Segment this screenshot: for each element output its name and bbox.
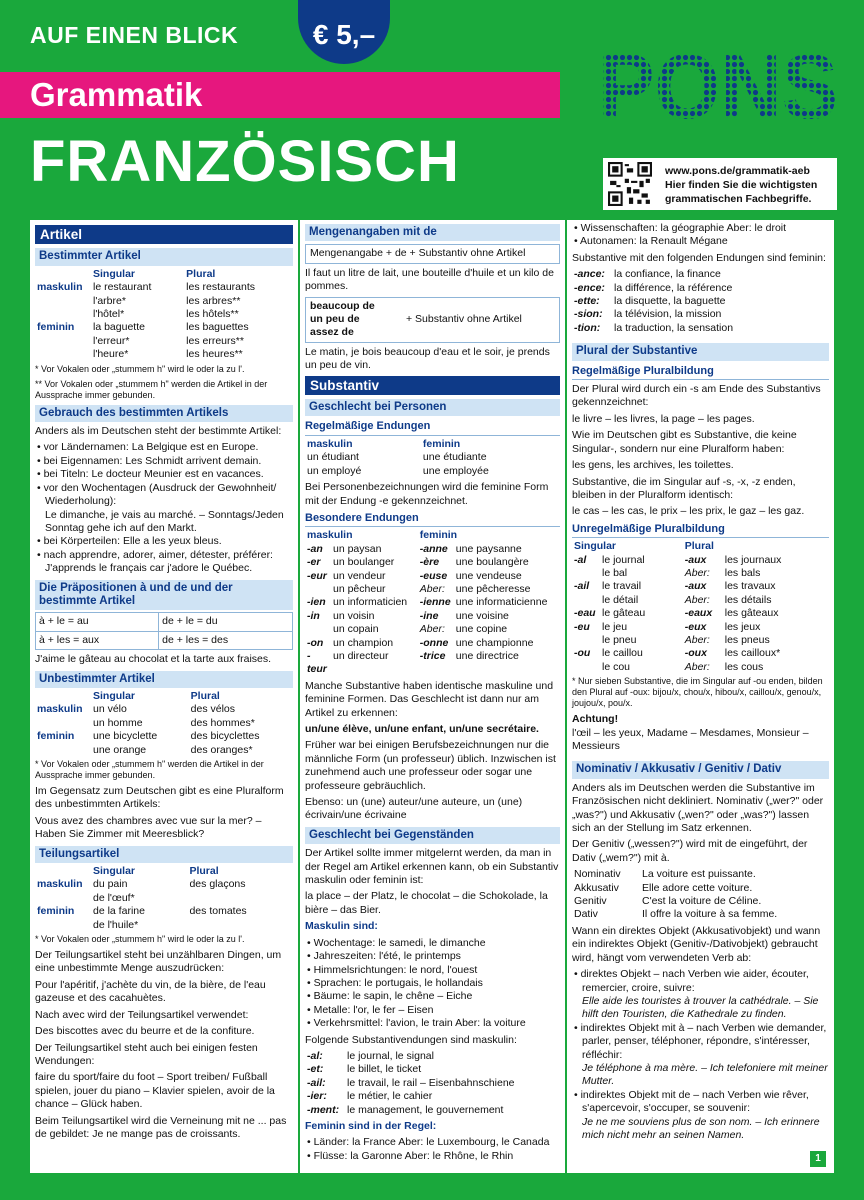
cell: -er xyxy=(307,556,321,569)
example: J'aime le gâteau au chocolat et la tarte aux fraises. xyxy=(35,653,272,666)
cell: des hommes* xyxy=(190,716,255,729)
cell: l'arbre* xyxy=(93,294,126,307)
warning-heading: Achtung! xyxy=(572,713,619,726)
cell: l'erreur* xyxy=(93,334,130,347)
cell: Nominativ xyxy=(574,868,621,881)
page-number: 1 xyxy=(810,1151,826,1167)
indefinite-article-table xyxy=(35,690,293,757)
cell: -aux xyxy=(684,553,707,566)
cell: -tion: xyxy=(574,321,601,334)
paragraph: Im Gegensatz zum Deutschen gibt es eine Pluralform des unbestimmten Artikels: xyxy=(35,785,284,811)
example: Elle aide les touristes à trouver la cathédrale. – Sie hilft den Touristen, die Kathedrale zu finden. xyxy=(582,994,819,1021)
paragraph: Früher war bei einigen Berufsbezeichnungen nur die männliche Form (un professeur) üblich. Inzwischen ist zunehmend auch une professeur oder sogar une professeure gebräuchlich. xyxy=(305,739,556,792)
col-plural: Plural xyxy=(189,865,219,878)
subsection-unbestimmter-artikel: Unbestimmter Artikel xyxy=(35,671,293,688)
paragraph: Substantive, die im Singular auf -s, -x, -z enden, bleiben in der Pluralform identisch: xyxy=(572,475,796,501)
cell: un vendeur xyxy=(333,569,386,582)
cell: les journaux xyxy=(724,553,782,566)
cell: une voisine xyxy=(455,609,509,622)
heading-unregelmaessige-pluralbildung: Unregelmäßige Pluralbildung xyxy=(572,522,829,538)
cell: des vélos xyxy=(190,703,236,716)
cell: la confiance, la finance xyxy=(614,268,721,281)
cell: -ou xyxy=(574,647,591,660)
cell: un pêcheur xyxy=(333,582,386,595)
cell: le restaurant xyxy=(93,281,152,294)
list-item: • vor den Wochentagen (Ausdruck der Gewohnheit/ Wiederholung): xyxy=(37,481,277,508)
paragraph: Bei Personenbezeichnungen wird die feminine Form mit der Endung -e gekennzeichnet. xyxy=(305,481,549,507)
cell: les cailloux* xyxy=(724,647,781,660)
col-maskulin: maskulin xyxy=(307,529,353,542)
cell xyxy=(35,717,91,730)
cell: le caillou xyxy=(602,647,643,660)
special-endings-table xyxy=(305,529,560,676)
col-singular: Singular xyxy=(574,540,617,553)
example: Il faut un litre de lait, une bouteille d'huile et un kilo de pommes. xyxy=(305,266,554,293)
cell: de la farine xyxy=(93,905,145,918)
cell: à + les = aux xyxy=(36,631,159,649)
cell: -ère xyxy=(419,556,440,569)
col-maskulin: maskulin xyxy=(307,437,353,450)
cell: une bicyclette xyxy=(93,730,158,743)
column-1 xyxy=(30,220,298,1173)
paragraph: Der Teilungsartikel steht bei unzählbaren Dingen, um eine unbestimmte Menge auszudrücken: xyxy=(35,949,282,975)
cell: un informaticien xyxy=(333,596,408,609)
cell: les erreurs** xyxy=(186,334,244,347)
footnote: * Vor Vokalen oder „stummem h" werden die Artikel in der Aussprache immer gebunden. xyxy=(35,759,264,780)
cell: un boulanger xyxy=(333,556,395,569)
list-item: • Wochentage: le samedi, le dimanche xyxy=(307,936,486,949)
cell: un vélo xyxy=(93,703,127,716)
footnote: * Vor Vokalen oder „stummem h" wird le oder la zu l'. xyxy=(35,934,245,945)
cell xyxy=(187,892,293,905)
cell: -ance: xyxy=(574,268,605,281)
list-item: • Metalle: l'or, le fer – Eisen xyxy=(307,1003,434,1016)
cell: un employé xyxy=(307,464,362,477)
example: faire du sport/faire du foot – Sport treiben/ Fußball spielen, jouer du piano – Klavier spielen, avoir de la chance – Glück haben. xyxy=(35,1071,275,1111)
price-badge: € 5,– xyxy=(298,0,390,64)
cell: -ier: xyxy=(307,1090,327,1103)
footnote: * Nur sieben Substantive, die im Singular auf -ou enden, bilden den Plural auf -oux: bijou/x, chou/x, hibou/x, caillou/x, genou/x, joujou/x, pou/x. xyxy=(572,676,823,709)
subject-label: Grammatik xyxy=(30,76,203,113)
cell: les travaux xyxy=(724,580,776,593)
cell: une vendeuse xyxy=(455,569,522,582)
column-3 xyxy=(567,220,834,1173)
cell xyxy=(572,567,600,580)
label-maskulin: maskulin xyxy=(37,281,83,294)
cell: Aber: xyxy=(684,566,710,579)
cell: des tomates xyxy=(189,905,247,918)
cell: le journal xyxy=(602,553,645,566)
cell: des glaçons xyxy=(189,878,246,891)
col-plural: Plural xyxy=(190,689,220,702)
cell: -on xyxy=(307,636,324,649)
feminine-endings-table xyxy=(572,268,829,335)
list-item: • vor Ländernamen: La Belgique est en Europe. xyxy=(37,441,259,454)
cell: la baguette xyxy=(93,321,145,334)
cell: une directrice xyxy=(455,649,519,662)
list-item: • Sprachen: le portugais, le hollandais xyxy=(307,976,483,989)
subsection-praepositionen: Die Präpositionen à und de und der bestimmte Artikel xyxy=(35,580,293,611)
web-link-box[interactable] xyxy=(603,158,837,210)
web-caption-2: grammatischen Fachbegriffe. xyxy=(665,193,812,205)
cell: une paysanne xyxy=(455,542,522,555)
footnote: ** Vor Vokalen oder „stummem h" werden die Artikel in der Aussprache immer gebunden. xyxy=(35,378,268,400)
cell: -ail: xyxy=(307,1076,326,1089)
paragraph: Manche Substantive haben identische maskuline und feminine Formen. Das Geschlecht ist dann nur am Artikel zu erkennen: xyxy=(305,679,554,719)
cell: les cous xyxy=(724,660,764,673)
subsection-teilungsartikel: Teilungsartikel xyxy=(35,846,293,863)
partitive-article-table xyxy=(35,865,293,932)
cell: -ienne xyxy=(419,596,451,609)
cell: La voiture est puissante. xyxy=(642,868,756,881)
cell: -ine xyxy=(419,609,439,622)
paragraph: Der Genitiv („wessen?") wird mit de eingeführt, der Dativ („wem?") mit à. xyxy=(572,838,808,864)
cell: le bal xyxy=(602,566,628,579)
list-item: • Verkehrsmittel: l'avion, le train Aber: la voiture xyxy=(307,1017,526,1030)
list-item: • bei Eigennamen: Les Schmidt arrivent demain. xyxy=(37,454,262,467)
list-item: • Himmelsrichtungen: le nord, l'ouest xyxy=(307,963,478,976)
col-singular: Singular xyxy=(93,865,136,878)
cell xyxy=(35,919,91,932)
cell: Aber: xyxy=(684,633,710,646)
quantity-word: assez de xyxy=(310,326,354,339)
cell: -teur xyxy=(307,649,327,676)
list-item: • Autonamen: la Renault Mégane xyxy=(574,235,728,248)
cell: -aux xyxy=(684,580,707,593)
paragraph: Ebenso: un (une) auteur/une auteure, un (une) écrivain/une écrivaine xyxy=(305,796,523,822)
cell: l'heure* xyxy=(93,348,129,361)
cell: de + le = du xyxy=(162,615,218,628)
irregular-plural-table xyxy=(572,540,829,674)
cell: de + les = des xyxy=(162,633,229,646)
cell xyxy=(187,919,293,932)
cell: une pêcheresse xyxy=(455,582,531,595)
series-title: AUF EINEN BLICK xyxy=(30,22,239,48)
list-item: • Flüsse: la Garonne Aber: le Rhône, le Rhin xyxy=(307,1149,514,1162)
quantity-rule: + Substantiv ohne Artikel xyxy=(406,313,522,326)
definite-article-table xyxy=(35,268,293,362)
cell: les arbres** xyxy=(186,294,241,307)
cell: la disquette, la baguette xyxy=(614,295,726,308)
preposition-table xyxy=(35,612,293,650)
cell: une championne xyxy=(455,636,534,649)
cell: feminin xyxy=(37,730,75,743)
paragraph: Folgende Substantivendungen sind maskulin: xyxy=(305,1033,517,1046)
cell: les baguettes xyxy=(186,321,249,334)
cell: -eur xyxy=(307,569,327,582)
col-feminin: feminin xyxy=(419,529,458,542)
subsection-plural: Plural der Substantive xyxy=(572,343,829,360)
cell: -eau xyxy=(574,607,596,620)
label-feminin: feminin xyxy=(37,321,75,334)
cell: -ien xyxy=(307,596,326,609)
paragraph: Der Teilungsartikel steht auch bei einigen festen Wendungen: xyxy=(35,1041,258,1067)
cell: la différence, la référence xyxy=(614,281,733,294)
column-2 xyxy=(300,220,565,1173)
cell: -sion: xyxy=(574,308,603,321)
cell: un homme xyxy=(93,716,143,729)
heading-maskulin-sind: Maskulin sind: xyxy=(305,920,378,933)
cell: les bals xyxy=(724,566,761,579)
cell: -et: xyxy=(307,1063,324,1076)
cell: une copine xyxy=(455,623,508,636)
heading-besondere-endungen: Besondere Endungen xyxy=(305,511,560,527)
quantity-word: beaucoup de xyxy=(310,299,375,312)
cell: la télévision, la mission xyxy=(614,308,722,321)
cell: le journal, le signal xyxy=(347,1049,434,1062)
cell: le jeu xyxy=(602,620,628,633)
example: Le matin, je bois beaucoup d'eau et le soir, je prends un peu de vin. xyxy=(305,345,550,372)
header xyxy=(0,0,864,210)
paragraph: l'œil – les yeux, Madame – Mesdames, Monsieur – Messieurs xyxy=(572,726,809,752)
cell: -anne xyxy=(419,542,448,555)
heading-feminin-sind: Feminin sind in der Regel: xyxy=(305,1119,437,1132)
paragraph: Substantive mit den folgenden Endungen sind feminin: xyxy=(572,251,826,264)
example: le cas – les cas, le prix – les prix, le gaz – les gaz. xyxy=(572,505,805,518)
cell: -euse xyxy=(419,569,448,582)
paragraph: Anders als im Deutschen werden die Substantive im Französischen nicht dekliniert. Nominativ („wer?" oder „was?") und Akkusativ („wen?" oder „was?") lassen sich an der Stellung im Satz erkennen. xyxy=(572,781,824,835)
cell: un copain xyxy=(333,623,379,636)
cell xyxy=(572,661,600,674)
cell: un champion xyxy=(333,636,394,649)
cell: -eaux xyxy=(684,607,713,620)
paragraph: Nach avec wird der Teilungsartikel verwendet: xyxy=(35,1008,249,1021)
example: Vous avez des chambres avec vue sur la mer? – Haben Sie Zimmer mit Meeresblick? xyxy=(35,814,262,841)
cell: Aber: xyxy=(419,623,445,636)
example: un/une élève, un/une enfant, un/une secrétaire. xyxy=(305,723,539,735)
cell: maskulin xyxy=(37,703,83,716)
cell: les hôtels** xyxy=(186,308,239,321)
cell: C'est la voiture de Céline. xyxy=(642,895,762,908)
cell: -ence: xyxy=(574,281,605,294)
col-feminin: feminin xyxy=(422,437,461,450)
cell: une informaticienne xyxy=(455,596,548,609)
cell: -al: xyxy=(307,1049,323,1062)
cell: une employée xyxy=(422,464,489,477)
cell: -ail xyxy=(574,580,590,593)
paragraph: Wann ein direktes Objekt (Akkusativobjekt) und wann ein indirektes Objekt (Genitiv-/Dativobjekt) gebraucht wird, hängt vom verwendeten Verb ab: xyxy=(572,924,821,964)
cell: le détail xyxy=(602,593,639,606)
example: la place – der Platz, le chocolat – die Schokolade, la bière – das Bier. xyxy=(305,890,548,916)
cell: -eu xyxy=(574,620,590,633)
cell: Aber: xyxy=(684,593,710,606)
case-table xyxy=(572,868,829,922)
pons-logo xyxy=(598,40,838,126)
cell: une orange xyxy=(93,743,147,756)
list-item: • Wissenschaften: la géographie Aber: le droit xyxy=(574,222,787,234)
cell: à + le = au xyxy=(36,613,159,631)
example: Je téléphone à ma mère. – Ich telefoniere mit meiner Mutter. xyxy=(582,1061,828,1088)
cell: Akkusativ xyxy=(574,881,619,894)
cell xyxy=(305,623,331,636)
cell: les gâteaux xyxy=(724,607,779,620)
list-item: • Jahreszeiten: l'été, le printemps xyxy=(307,950,461,963)
subject-bar xyxy=(0,72,560,118)
web-url[interactable]: www.pons.de/grammatik-aeb xyxy=(665,165,810,177)
example: Des biscottes avec du beurre et de la confiture. xyxy=(35,1025,255,1038)
cell xyxy=(572,634,600,647)
example: Le dimanche, je vais au marché. – Sonntags/Jeden Sonntag gehe ich auf den Markt. xyxy=(45,508,284,534)
formula-box: Mengenangabe + de + Substantiv ohne Artikel xyxy=(305,244,560,263)
cell: l'hôtel* xyxy=(93,308,125,321)
web-link-text xyxy=(665,164,817,206)
cell: les détails xyxy=(724,593,772,606)
paragraph: Wie im Deutschen gibt es Substantive, die keine Singular-, sondern nur eine Pluralform haben: xyxy=(572,429,797,455)
cell: les pneus xyxy=(724,633,770,646)
masculine-endings-table xyxy=(305,1050,560,1117)
col-plural: Plural xyxy=(684,540,714,553)
cell: -an xyxy=(307,542,323,555)
cell: -ment: xyxy=(307,1103,340,1116)
footnote: * Vor Vokalen oder „stummem h" wird le oder la zu l'. xyxy=(35,363,245,374)
col-plural: Plural xyxy=(186,267,216,280)
cell xyxy=(35,744,91,757)
list-item: • bei Körperteilen: Elle a les yeux bleus. xyxy=(37,535,222,548)
cell: Genitiv xyxy=(574,895,607,908)
subsection-geschlecht-gegenstaende: Geschlecht bei Gegenständen xyxy=(305,827,560,844)
cell: le gâteau xyxy=(602,607,646,620)
cell: le pneu xyxy=(602,633,637,646)
subsection-kasus: Nominativ / Akkusativ / Genitiv / Dativ xyxy=(572,761,829,778)
cell: une boulangère xyxy=(455,556,529,569)
example: les gens, les archives, les toilettes. xyxy=(572,459,734,472)
cell: un directeur xyxy=(333,649,389,662)
example: Je ne me souviens plus de son nom. – Ich erinnere mich nicht mehr an seinen Namen. xyxy=(582,1115,820,1141)
list-item: • bei Titeln: Le docteur Meunier est en vacances. xyxy=(37,468,264,481)
paragraph: Der Plural wird durch ein -s am Ende des Substantivs gekennzeichnet: xyxy=(572,383,821,409)
cell: -ette: xyxy=(574,295,600,308)
cell: le métier, le cahier xyxy=(347,1090,433,1103)
section-substantiv: Substantiv xyxy=(305,376,560,395)
list-item: • nach apprendre, adorer, aimer, détester, préférer: xyxy=(37,548,273,561)
cell: un paysan xyxy=(333,542,382,555)
subsection-mengenangaben: Mengenangaben mit de xyxy=(305,224,560,241)
page-title: FRANZÖSISCH xyxy=(30,129,460,194)
cell: le travail xyxy=(602,580,642,593)
subsection-gebrauch: Gebrauch des bestimmten Artikels xyxy=(35,405,293,422)
paragraph: Anders als im Deutschen steht der bestimmte Artikel: xyxy=(35,425,282,438)
cell: le cou xyxy=(602,660,631,673)
section-artikel: Artikel xyxy=(35,225,293,244)
cell xyxy=(305,583,331,596)
cell: Il offre la voiture à sa femme. xyxy=(642,908,778,921)
list-item: • Länder: la France Aber: le Luxembourg, le Canada xyxy=(307,1136,550,1149)
brand-name: PONS xyxy=(598,40,838,126)
cell: -eux xyxy=(684,620,707,633)
list-item: • indirektes Objekt mit à – nach Verben wie demander, parler, penser, téléphoner, répondre, s'intéresser, réfléchir: xyxy=(574,1021,827,1061)
cell: Dativ xyxy=(574,908,598,921)
heading-regelmaessige-endungen: Regelmäßige Endungen xyxy=(305,419,560,435)
cell: les heures** xyxy=(186,348,243,361)
cell: feminin xyxy=(37,905,75,918)
cell: une étudiante xyxy=(422,451,487,464)
cell: -in xyxy=(307,609,320,622)
cell: -oux xyxy=(684,647,707,660)
heading-regelmaessige-pluralbildung: Regelmäßige Pluralbildung xyxy=(572,364,829,380)
cell: Aber: xyxy=(684,660,710,673)
quantity-word: un peu de xyxy=(310,313,360,326)
cell: Aber: xyxy=(419,582,445,595)
subsection-geschlecht-personen: Geschlecht bei Personen xyxy=(305,399,560,416)
cell: la traduction, la sensation xyxy=(614,321,734,334)
cell: des bicyclettes xyxy=(190,730,260,743)
cell: le management, le gouvernement xyxy=(347,1103,504,1116)
web-caption-1: Hier finden Sie die wichtigsten xyxy=(665,179,818,191)
quantity-box xyxy=(305,297,560,343)
cell: -trice xyxy=(419,649,446,662)
cell: un voisin xyxy=(333,609,375,622)
regular-endings-table xyxy=(305,438,560,478)
cell: maskulin xyxy=(37,878,83,891)
cell: Elle adore cette voiture. xyxy=(642,881,753,894)
example: Pour l'apéritif, j'achète du vin, de la bière, de l'eau gazeuse et des cacahuètes. xyxy=(35,978,266,1005)
cell: les jeux xyxy=(724,620,761,633)
example: J'apprends le français car j'adore le Québec. xyxy=(45,562,253,575)
cell: le billet, le ticket xyxy=(347,1063,422,1076)
col-singular: Singular xyxy=(93,689,136,702)
example: le livre – les livres, la page – les pages. xyxy=(572,412,755,425)
cell: du pain xyxy=(93,878,128,891)
col-singular: Singular xyxy=(93,267,136,280)
cell: de l'œuf* xyxy=(93,891,135,904)
list-item: • direktes Objekt – nach Verben wie aider, écouter, remercier, croire, suivre: xyxy=(574,968,809,994)
cell: -onne xyxy=(419,636,449,649)
cell: -al xyxy=(574,553,587,566)
cell: un étudiant xyxy=(307,451,359,464)
list-item: • indirektes Objekt mit de – nach Verben wie rêver, s'apercevoir, s'occuper, se souvenir: xyxy=(574,1088,809,1115)
cell xyxy=(572,594,600,607)
cell: de l'huile* xyxy=(93,918,139,931)
list-item: • Bäume: le sapin, le chêne – Eiche xyxy=(307,990,473,1003)
qr-code-icon[interactable] xyxy=(608,162,652,206)
subsection-bestimmter-artikel: Bestimmter Artikel xyxy=(35,248,293,265)
paragraph: Der Artikel sollte immer mitgelernt werden, da man in der Regel am Artikel erkennen kann, ob ein Substantiv maskulin oder feminin ist: xyxy=(305,847,559,887)
cell xyxy=(35,892,91,905)
cell: le travail, le rail – Eisenbahnschiene xyxy=(347,1076,515,1089)
cell: les restaurants xyxy=(186,281,256,294)
cell: des oranges* xyxy=(190,743,253,756)
paragraph: Beim Teilungsartikel wird die Verneinung mit ne ... pas de gebildet: Je ne mange pas de croissants. xyxy=(35,1114,287,1140)
